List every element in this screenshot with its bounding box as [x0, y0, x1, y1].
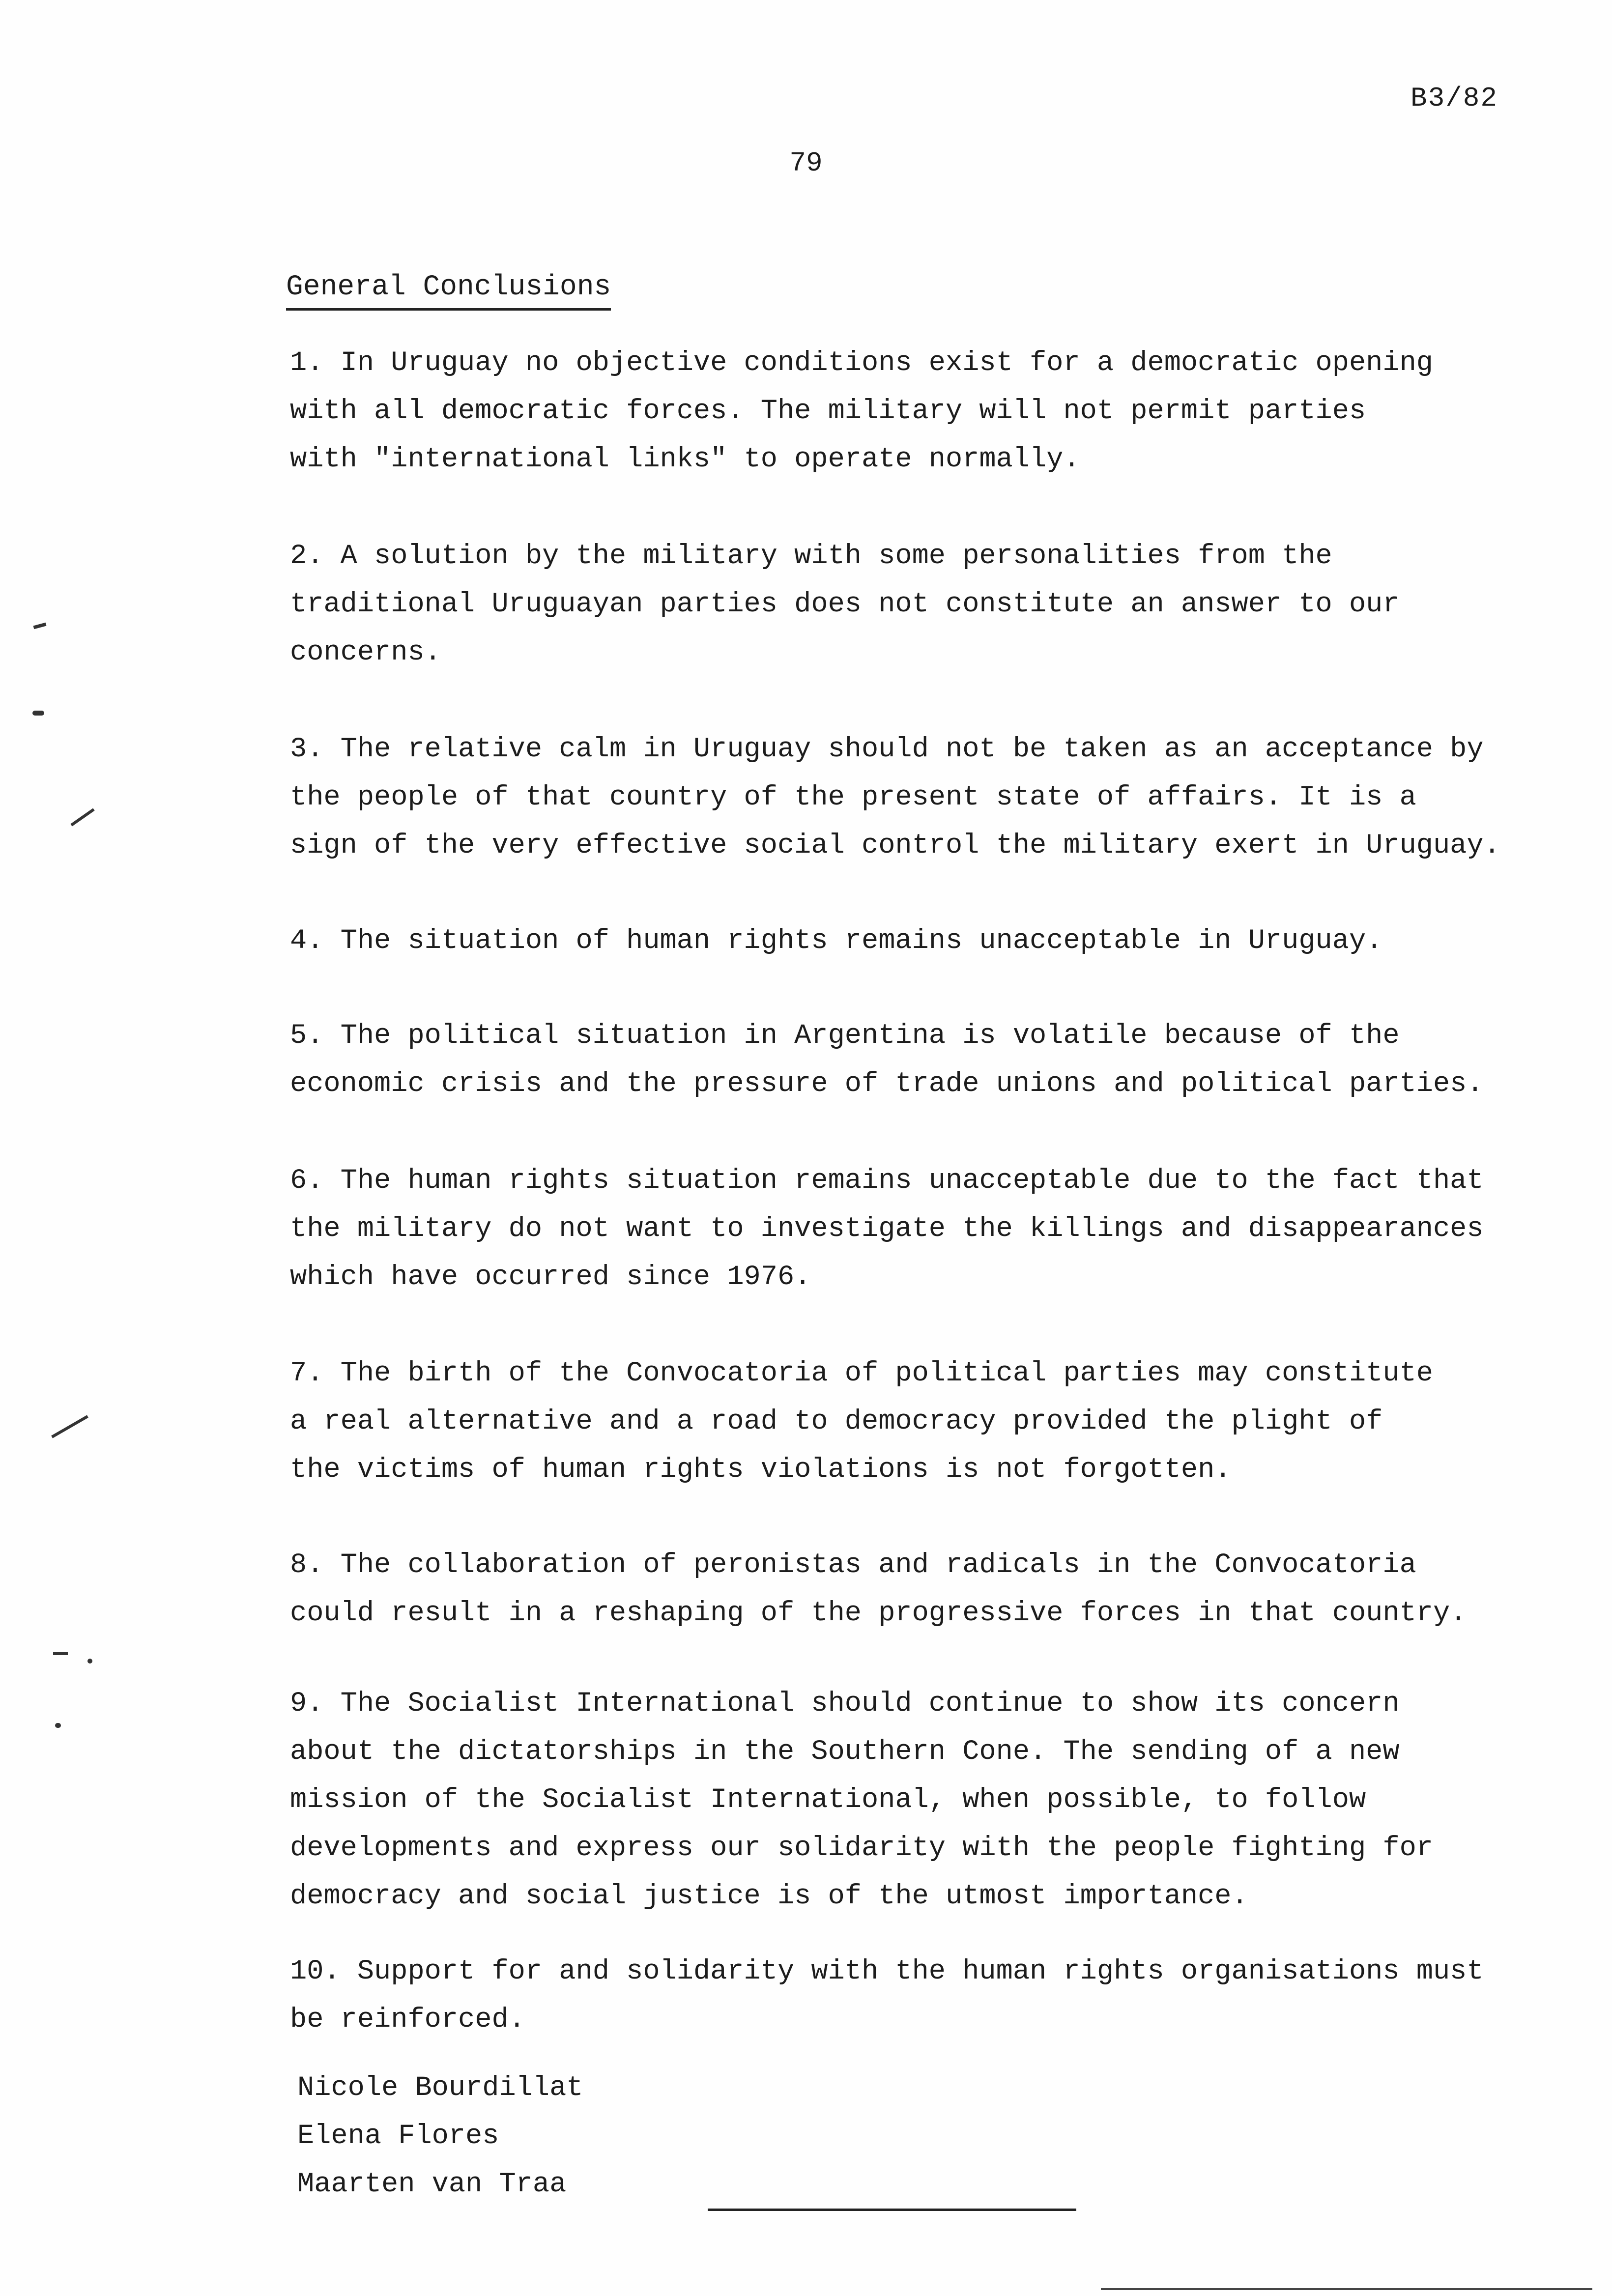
paragraph-line: sign of the very effective social control the military exert in Uruguay. [290, 830, 1500, 861]
margin-mark [51, 1415, 88, 1438]
paragraph-line: 10. Support for and solidarity with the human rights organisations must [290, 1956, 1484, 1987]
conclusion-paragraph-5 [290, 1012, 1484, 1108]
paragraph-line: 5. The political situation in Argentina is volatile because of the [290, 1020, 1400, 1052]
page-number: 79 [789, 147, 823, 179]
margin-mark [70, 808, 94, 826]
paragraph-line: with "international links" to operate normally. [290, 444, 1080, 475]
paragraph-line: 1. In Uruguay no objective conditions exist for a democratic opening [290, 347, 1433, 379]
conclusion-paragraph-3 [290, 725, 1500, 870]
margin-mark [55, 1723, 61, 1728]
conclusion-paragraph-9 [290, 1680, 1479, 1921]
conclusion-paragraph-6 [290, 1157, 1484, 1301]
paragraph-line: with all democratic forces. The military will not permit parties [290, 396, 1366, 427]
paragraph-line: 3. The relative calm in Uruguay should not be taken as an acceptance by [290, 734, 1484, 765]
signatories [297, 2064, 583, 2209]
conclusion-paragraph-7 [290, 1349, 1479, 1494]
conclusion-paragraph-4 [290, 917, 1479, 965]
paragraph-line: traditional Uruguayan parties does not constitute an answer to our [290, 589, 1400, 620]
margin-mark [33, 623, 47, 629]
conclusion-paragraph-1 [290, 339, 1479, 484]
paragraph-line: 7. The birth of the Convocatoria of political parties may constitute [290, 1358, 1433, 1389]
paragraph-line: the military do not want to investigate the killings and disappearances [290, 1213, 1484, 1245]
conclusion-paragraph-2 [290, 532, 1479, 677]
paragraph-line: could result in a reshaping of the progressive forces in that country. [290, 1598, 1467, 1629]
paragraph-line: 9. The Socialist International should continue to show its concern [290, 1688, 1400, 1720]
paragraph-line: the people of that country of the present state of affairs. It is a [290, 782, 1416, 813]
section-heading: General Conclusions [286, 268, 611, 311]
paragraph-line: about the dictatorships in the Southern Cone. The sending of a new [290, 1736, 1400, 1768]
signatory-name: Maarten van Traa [297, 2169, 567, 2200]
paragraph-line: the victims of human rights violations is not forgotten. [290, 1454, 1232, 1486]
paragraph-line: be reinforced. [290, 2004, 525, 2036]
paragraph-line: economic crisis and the pressure of trade unions and political parties. [290, 1068, 1484, 1100]
conclusion-paragraph-8 [290, 1541, 1479, 1637]
conclusion-paragraph-10 [290, 1948, 1484, 2044]
scan-edge-line [1101, 2288, 1592, 2290]
paragraph-line: 2. A solution by the military with some personalities from the [290, 541, 1332, 572]
signatory-name: Elena Flores [297, 2121, 499, 2152]
margin-mark [87, 1659, 92, 1664]
margin-mark [53, 1652, 68, 1655]
paragraph-line: 4. The situation of human rights remains unacceptable in Uruguay. [290, 925, 1383, 957]
paragraph-line: developments and express our solidarity with the people fighting for [290, 1833, 1433, 1864]
document-reference: B3/82 [1410, 83, 1498, 114]
margin-mark [32, 711, 44, 716]
paragraph-line: concerns. [290, 637, 441, 668]
paragraph-line: 8. The collaboration of peronistas and radicals in the Convocatoria [290, 1550, 1416, 1581]
paragraph-line: democracy and social justice is of the utmost importance. [290, 1881, 1248, 1912]
signatory-name: Nicole Bourdillat [297, 2072, 583, 2104]
closing-rule [708, 2209, 1076, 2211]
paragraph-line: a real alternative and a road to democracy provided the plight of [290, 1406, 1383, 1437]
paragraph-line: which have occurred since 1976. [290, 1262, 811, 1293]
paragraph-line: 6. The human rights situation remains unacceptable due to the fact that [290, 1165, 1484, 1197]
paragraph-line: mission of the Socialist International, when possible, to follow [290, 1784, 1366, 1816]
